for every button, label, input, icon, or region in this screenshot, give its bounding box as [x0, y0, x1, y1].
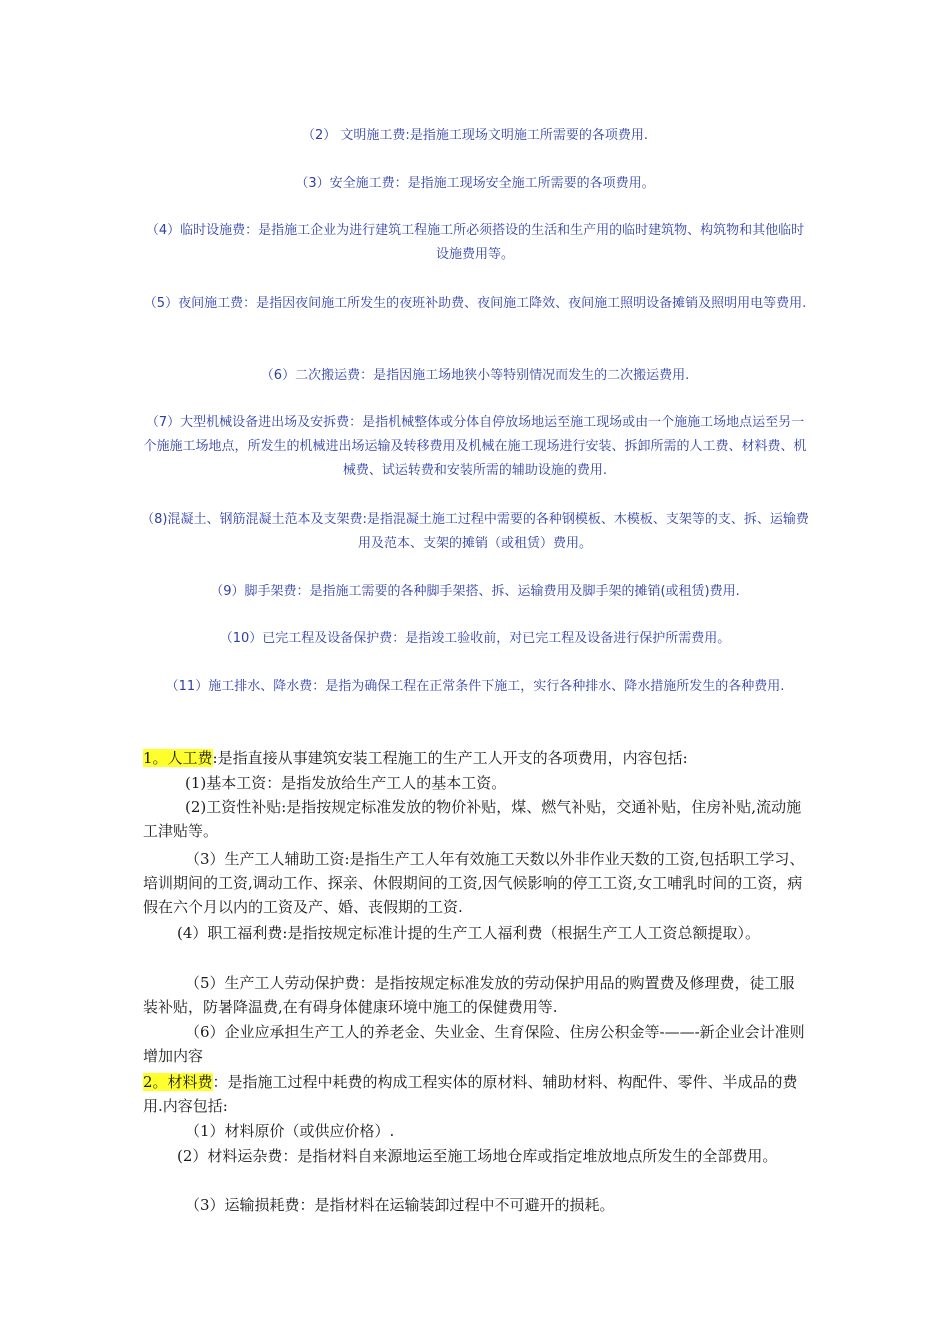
labor-item: (4）职工福利费:是指按规定标准计提的生产工人福利费（根据生产工人工资总额提取）。 — [177, 924, 760, 942]
measure-item: （8)混凝土、钢筋混凝土范本及支架费:是指混凝土施工过程中需要的各种钢模板、木模板、支架等的支、拆、运输费用及范本、支架的摊销（或租赁）费用。 — [141, 512, 809, 551]
labor-item: (1)基本工资：是指发放给生产工人的基本工资。 — [185, 774, 507, 792]
labor-cost-paragraph — [143, 746, 808, 770]
labor-cost-intro: :是指直接从事建筑安装工程施工的生产工人开支的各项费用，内容包括: — [212, 749, 688, 767]
measure-item: （5）夜间施工费：是指因夜间施工所发生的夜班补助费、夜间施工降效、夜间施工照明设备摊销及照明用电等费用. — [143, 296, 807, 311]
measure-item: （9）脚手架费：是指施工需要的各种脚手架搭、拆、运输费用及脚手架的摊销(或租赁)费用. — [210, 584, 740, 599]
labor-item: （3）生产工人辅助工资:是指生产工人年有效施工天数以外非作业天数的工资,包括职工学习、培训期间的工资,调动工作、探亲、休假期间的工资,因气候影响的停工工资,女工哺乳时间的工资，病假在六个月以内的工资及产、婚、丧假期的工资. — [143, 850, 805, 916]
material-item: (2）材料运杂费：是指材料自来源地运至施工场地仓库或指定堆放地点所发生的全部费用。 — [177, 1147, 778, 1165]
measure-item: （7）大型机械设备进出场及安拆费：是指机械整体或分体自停放场地运至施工现场或由一个施施工场地点运至另一个施施工场地点，所发生的机械进出场运输及转移费用及机械在施工现场进行安装、拆卸所需的人工费、材料费、机械费、试运转费和安装所需的辅助设施的费用. — [143, 415, 807, 478]
measure-item: （11）施工排水、降水费：是指为确保工程在正常条件下施工，实行各种排水、降水措施所发生的各种费用. — [165, 679, 785, 694]
material-item: （3）运输损耗费：是指材料在运输装卸过程中不可避开的损耗。 — [185, 1196, 615, 1214]
material-item: （1）材料原价（或供应价格）. — [185, 1122, 395, 1140]
labor-cost-heading: 1。人工费 — [143, 749, 213, 767]
labor-item: （6）企业应承担生产工人的养老金、失业金、生育保险、住房公积金等-——-新企业会计准则增加内容 — [143, 1023, 805, 1065]
material-cost-intro: ：是指施工过程中耗费的构成工程实体的原材料、辅助材料、构配件、零件、半成品的费用.内容包括: — [143, 1073, 798, 1115]
material-cost-paragraph — [143, 1070, 808, 1118]
measure-item: （6）二次搬运费：是指因施工场地狭小等特别情况而发生的二次搬运费用. — [260, 368, 690, 383]
labor-item: （5）生产工人劳动保护费：是指按规定标准发放的劳动保护用品的购置费及修理费，徒工服装补贴，防暑降温费,在有碍身体健康环境中施工的保健费用等. — [143, 974, 795, 1016]
measure-item: （2） 文明施工费:是指施工现场文明施工所需要的各项费用. — [302, 128, 648, 143]
labor-item: (2)工资性补贴:是指按规定标准发放的物价补贴，煤、燃气补贴，交通补贴，住房补贴,流动施工津贴等。 — [143, 798, 802, 840]
measure-item: （4）临时设施费：是指施工企业为进行建筑工程施工所必须搭设的生活和生产用的临时建筑物、构筑物和其他临时设施费用等。 — [145, 223, 805, 262]
measure-item: （3）安全施工费：是指施工现场安全施工所需要的各项费用。 — [295, 176, 655, 191]
material-cost-heading: 2。材料费 — [143, 1073, 213, 1091]
measure-item: （10）已完工程及设备保护费：是指竣工验收前，对已完工程及设备进行保护所需费用。 — [219, 631, 731, 646]
